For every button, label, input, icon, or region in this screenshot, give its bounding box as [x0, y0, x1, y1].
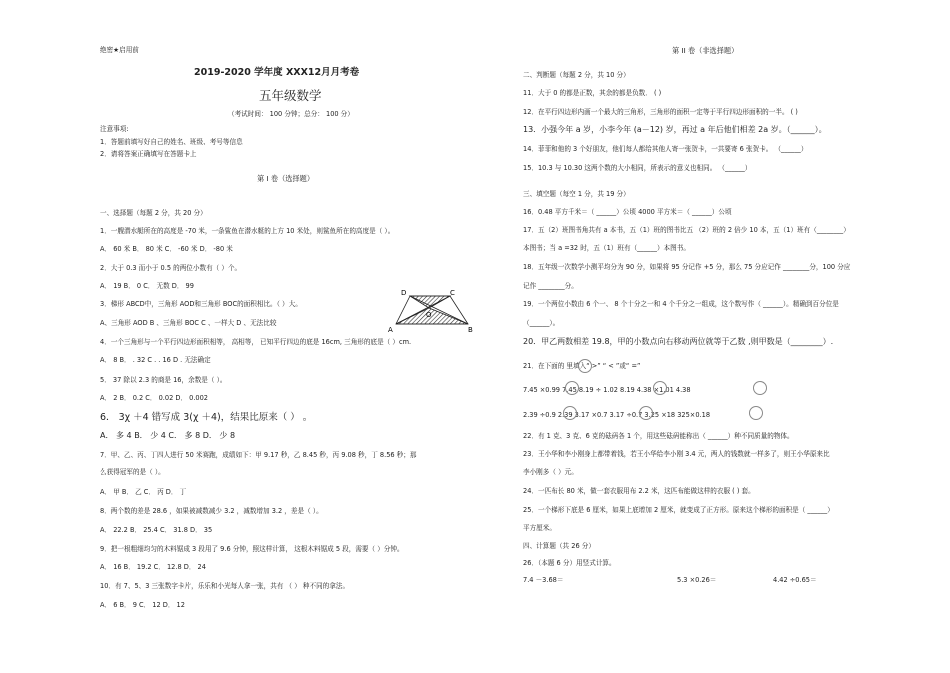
option-line: A． 多 4 B． 少 4 C． 多 8 D． 少 8: [100, 431, 236, 440]
question-line: 15．10.3 与 10.30 这两个数的大小相同，所表示的意义也相同。 （______）: [523, 164, 752, 172]
question-line: 本图书；当 a =32 时，五（1）班有（______）本图书。: [523, 244, 690, 252]
option-line: A． 22.2 B． 25.4 C． 31.8 D． 35: [100, 526, 213, 534]
question-line: 13．小强今年 a 岁，小李今年 (a－12) 岁，再过 a 年后他们相差 2a 岁。（______）。: [523, 125, 827, 134]
part1-title: 第 I 卷（选择题）: [257, 174, 315, 183]
question-line: 16．0.48 平方千米＝（ ______）公顷 4000 平方米＝（ ______）公顷: [523, 208, 732, 216]
option-line: A． 8 B． . 32 C . . 16 D . 无法确定: [100, 356, 211, 364]
notice-title: 注意事项:: [100, 125, 129, 133]
question-line: 7．甲、乙、丙、丁四人进行 50 米赛跑，成绩如下：甲 9.17 秒，乙 8.45 秒，丙 9.08 秒，丁 8.56 秒；那: [100, 451, 417, 459]
question-line: 9．把一根粗细均匀的木料锯成 3 段用了 9.6 分钟，照这样计算， 这根木料锯成 5 段，需要（ ）分钟。: [100, 545, 404, 553]
question-line: 3．梯形 ABCD中，三角形 AOD和三角形 BOC的面积相比。（ ）大。: [100, 300, 302, 308]
label-c: C: [450, 289, 455, 297]
question-line: （______）。: [523, 319, 560, 327]
option-line: A． 19 B． 0 C． 无数 D． 99: [100, 282, 194, 290]
question-line: 20．甲乙两数相差 19.8，甲的小数点向右移动两位就等于乙数 ,则甲数是（________）.: [523, 337, 834, 346]
question-line: 18．五年级一次数学小测平均分为 90 分，如果将 95 分记作 +5 分，那么 75 分应记作 ________分，100 分应: [523, 263, 851, 271]
question-line: 21．在下面的 里填入“ >” “ < ”或“ =”: [523, 362, 641, 370]
subject-title: 五年级数学: [259, 88, 322, 103]
blank-circle-icon: [577, 358, 593, 374]
question-line: 25．一个梯形下底是 6 厘米，如果上底增加 2 厘米，就变成了正方形。原来这个梯形的面积是（ ______）: [523, 506, 834, 514]
triangle-boc: [396, 308, 468, 324]
blank-circle-icon: [564, 380, 580, 396]
label-a: A: [388, 326, 393, 334]
section-heading: 四、计算题（共 26 分）: [523, 542, 595, 550]
blank-circle-icon: [638, 405, 654, 421]
question-line: 17．五（2）班图书角共有 a 本书，五（1）班的图书比五 （2）班的 2 倍少 10 本，五（1）班有（________）: [523, 226, 850, 234]
label-o: O: [426, 311, 432, 319]
question-line: 李小刚多（ ）元。: [523, 468, 578, 476]
compare-row: 2.39 ÷0.9 2.39 3.17 ×0.7 3.17 ÷0.7 3.25 ×18 325×0.18: [523, 411, 711, 419]
question-line: 平方厘米。: [523, 524, 556, 532]
calc-item: 5.3 ×0.26＝: [677, 576, 717, 584]
option-line: A． 甲 B． 乙 C． 丙 D． 丁: [100, 488, 187, 496]
question-line: 26．（本题 6 分）用竖式计算。: [523, 559, 616, 567]
question-line: 23．王小华和李小刚身上都带着钱，若王小华给李小刚 3.4 元，两人的钱数就一样多了，则王小华原来比: [523, 450, 830, 458]
secret-mark: 绝密★启用前: [100, 46, 139, 54]
blank-circle-icon: [748, 405, 764, 421]
part2-title: 第 II 卷（非选择题）: [672, 46, 739, 55]
question-line: 14．菲菲和他的 3 个好朋友，他们每人都给其他人寄一张贺卡，一共要寄 6 张贺卡。 （______）: [523, 145, 808, 153]
option-line: A． 6 B． 9 C． 12 D． 12: [100, 601, 185, 609]
exam-info: （考试时间： 100 分钟；总分： 100 分）: [228, 110, 354, 118]
calc-item: 7.4 －3.68＝: [523, 576, 564, 584]
blank-circle-icon: [652, 380, 668, 396]
exam-title: 2019-2020 学年度 XXX12月月考卷: [194, 67, 360, 78]
label-d: D: [401, 289, 407, 297]
question-line: 6． 3χ ＋4 错写成 3(χ ＋4)，结果比原来（ ） 。: [100, 412, 313, 423]
blank-circle-icon: [562, 405, 578, 421]
option-line: A． 2 B． 0.2 C． 0.02 D． 0.002: [100, 394, 209, 402]
question-line: 19．一个两位小数由 6 个一、 8 个十分之一和 4 个千分之一组成，这个数写作（ ______）。精确到百分位是: [523, 300, 839, 308]
question-line: 10．有 7、5、3 三张数字卡片，乐乐和小光每人拿一张，共有 （ ） 种不同的拿法。: [100, 582, 350, 590]
section-heading: 三、填空题（每空 1 分，共 19 分）: [523, 190, 630, 198]
question-line: 记作 ________分。: [523, 282, 578, 290]
compare-row: 7.45 ×0.99 7.45 8.19 ÷ 1.02 8.19 4.38 ×1.01 4.38: [523, 386, 691, 394]
notice-item: 1．答题前填写好自己的姓名、班级、考号等信息: [100, 138, 243, 146]
notice-item: 2．请将答案正确填写在答题卡上: [100, 150, 197, 158]
option-line: A． 60 米 B． 80 米 C． -60 米 D． -80 米: [100, 245, 233, 253]
question-line: 11．大于 0 的都是正数，其余的都是负数． ( ): [523, 89, 662, 97]
label-b: B: [468, 326, 473, 334]
question-line: 24．一匹布长 80 米，做一套衣服用布 2.2 米，这匹布能做这样的衣服 ( ) 套。: [523, 487, 755, 495]
question-line: 12．在平行四边形内画一个最大的三角形，三角形的面积一定等于平行四边形面积的一半。 ( ): [523, 108, 798, 116]
question-line: 2．大于 0.3 而小于 0.5 的两位小数有（ ）个。: [100, 264, 242, 272]
blank-circle-icon: [752, 380, 768, 396]
question-line: 么获得冠军的是（ ）。: [100, 468, 165, 476]
option-line: A、三角形 AOD B 、三角形 BOC C 、一样大 D 、无法比较: [100, 319, 277, 327]
section-heading: 一、选择题（每题 2 分，共 20 分）: [100, 209, 207, 217]
option-line: A． 16 B． 19.2 C． 12.8 D． 24: [100, 563, 206, 571]
question-line: 1．一艘潜水艇所在的高度是 -70 米，一条鲨鱼在潜水艇的上方 10 米处，则鲨鱼所在的高度是（ ）。: [100, 227, 395, 235]
trapezoid-figure: [388, 288, 488, 336]
calc-item: 4.42 ÷0.65＝: [773, 576, 817, 584]
question-line: 22．有 1 克、3 克、6 克的砝码各 1 个，用这些砝码能称出（ ______）种不同质量的物体。: [523, 432, 794, 440]
section-heading: 二、判断题（每题 2 分，共 10 分）: [523, 71, 630, 79]
question-line: 4．一个三角形与一个平行四边形面积相等， 高相等， 已知平行四边的底是 16cm, 三角形的底是（ ）cm.: [100, 338, 412, 346]
question-line: 8．两个数的差是 28.6 ，如果被减数减少 3.2 ，减数增加 3.2 ，差是（ ）。: [100, 507, 323, 515]
question-line: 5． 37 除以 2.3 的商是 16，余数是（ ）。: [100, 376, 227, 384]
